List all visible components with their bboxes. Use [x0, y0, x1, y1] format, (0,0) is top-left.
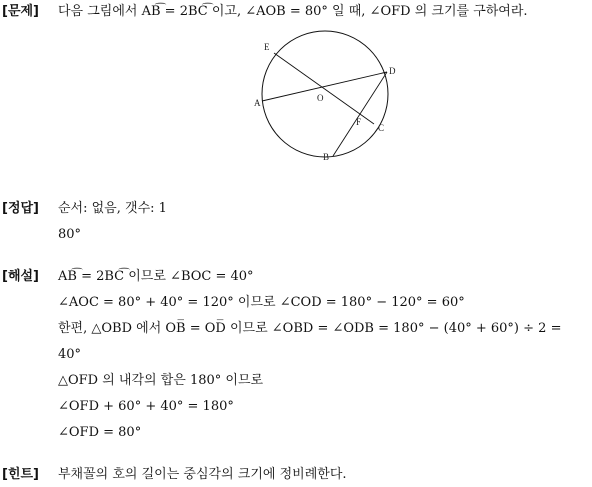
solution-line-7: ∠OFD = 80°	[58, 425, 142, 440]
answer-line-2: 80°	[58, 227, 82, 242]
problem-tag: [문제]	[2, 4, 39, 19]
label-a: A	[254, 98, 261, 108]
problem-text: 다음 그림에서 AB͡ = 2BC͡ 이고, ∠AOB = 80° 일 때, ∠OFD 의 크기를 구하여라.	[58, 4, 528, 19]
answer-tag: [정답]	[2, 201, 39, 216]
label-d: D	[389, 66, 396, 76]
circle	[262, 31, 388, 157]
label-f: F	[356, 117, 362, 127]
solution-line-6: ∠OFD + 60° + 40° = 180°	[58, 399, 234, 414]
solution-line-5: △OFD 의 내각의 합은 180° 이므로	[58, 373, 264, 388]
solution-line-4: 40°	[58, 347, 82, 362]
solution-line-3: 한편, △OBD 에서 OB̅ = OD̅ 이므로 ∠OBD = ∠ODB = 180° − (40° + 60°) ÷ 2 =	[58, 321, 562, 336]
chord-db	[333, 72, 387, 156]
solution-line-2: ∠AOC = 80° + 40° = 120° 이므로 ∠COD = 180° − 120° = 60°	[58, 295, 465, 310]
solution-tag: [해설]	[2, 269, 39, 284]
answer-line-1: 순서: 없음, 갯수: 1	[58, 201, 167, 216]
chord-ad	[262, 72, 387, 101]
label-e: E	[264, 42, 270, 52]
label-c: C	[378, 123, 385, 133]
hint-tag: [힌트]	[2, 467, 39, 482]
label-o: O	[317, 93, 324, 103]
label-b: B	[323, 152, 330, 162]
solution-line-1: AB͡ = 2BC͡ 이므로 ∠BOC = 40°	[58, 269, 254, 284]
chord-ec	[274, 53, 374, 124]
hint-text: 부채꼴의 호의 길이는 중심각의 크기에 정비례한다.	[58, 467, 347, 482]
